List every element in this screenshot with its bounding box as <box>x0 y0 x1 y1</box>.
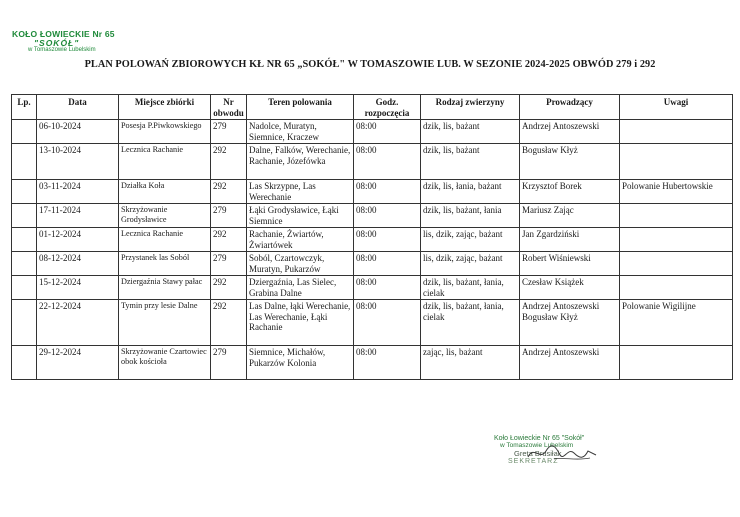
cell-lp <box>12 180 37 204</box>
table-row <box>12 276 733 300</box>
club-stamp <box>12 30 115 53</box>
cell-lp <box>12 346 37 380</box>
stamp-line-town: w Tomaszowie Lubelskim <box>28 47 96 53</box>
cell-game-type: dzik, lis, bażant, łania, cielak <box>421 300 520 346</box>
cell-hunting-area: Nadolce, Muratyn, Siemnice, Kraczew <box>247 120 354 144</box>
cell-district-no: 292 <box>211 180 247 204</box>
cell-district-no: 279 <box>211 346 247 380</box>
cell-hunting-area: Dalne, Falków, Werechanie, Rachanie, Józefówka <box>247 144 354 180</box>
table-row <box>12 180 733 204</box>
table-header-row <box>12 95 733 120</box>
cell-lp <box>12 276 37 300</box>
cell-start-time: 08:00 <box>354 346 421 380</box>
cell-lp <box>12 144 37 180</box>
stamp-line-club: KOŁO ŁOWIECKIE Nr 65 <box>12 29 115 39</box>
table-row <box>12 144 733 180</box>
signature-stamp-name: Greta Brusiłak <box>514 449 562 458</box>
cell-notes <box>620 276 733 300</box>
table-row <box>12 120 733 144</box>
signature-stamp-town: w Tomaszowie Lubelskim <box>500 442 574 449</box>
cell-game-type: zając, lis, bażant <box>421 346 520 380</box>
cell-game-type: lis, dzik, zając, bażant <box>421 252 520 276</box>
cell-district-no: 279 <box>211 252 247 276</box>
cell-date: 13-10-2024 <box>37 144 119 180</box>
cell-lp <box>12 204 37 228</box>
cell-start-time: 08:00 <box>354 180 421 204</box>
cell-meeting-place: Lecznica Rachanie <box>119 228 211 252</box>
cell-hunting-area: Siemnice, Michałów, Pukarzów Kolonia <box>247 346 354 380</box>
cell-lp <box>12 228 37 252</box>
hunt-schedule-table <box>11 94 733 380</box>
cell-leader: Jan Zgardziński <box>520 228 620 252</box>
cell-game-type: dzik, lis, bażant, łania, cielak <box>421 276 520 300</box>
cell-start-time: 08:00 <box>354 204 421 228</box>
cell-hunting-area: Soból, Czartowczyk, Muratyn, Pukarzów <box>247 252 354 276</box>
cell-date: 29-12-2024 <box>37 346 119 380</box>
cell-meeting-place: Posesja P.Piwkowskiego <box>119 120 211 144</box>
cell-start-time: 08:00 <box>354 120 421 144</box>
table-row <box>12 252 733 276</box>
cell-notes <box>620 346 733 380</box>
header-lp: Lp. <box>12 95 37 120</box>
document-title: PLAN POLOWAŃ ZBIOROWYCH KŁ NR 65 „SOKÓŁ" W TOMASZOWIE LUB. W SEZONIE 2024-2025 OBWÓD 279 i 292 <box>84 59 656 70</box>
table-row <box>12 346 733 380</box>
header-game-type: Rodzaj zwierzyny <box>421 95 520 120</box>
cell-date: 01-12-2024 <box>37 228 119 252</box>
cell-start-time: 08:00 <box>354 228 421 252</box>
cell-district-no: 292 <box>211 276 247 300</box>
cell-notes <box>620 144 733 180</box>
header-notes: Uwagi <box>620 95 733 120</box>
table-row <box>12 300 733 346</box>
cell-hunting-area: Łąki Grodysławice, Łąki Siemnice <box>247 204 354 228</box>
cell-hunting-area: Las Skrzypne, Las Werechanie <box>247 180 354 204</box>
secretary-signature-stamp <box>494 435 624 465</box>
cell-district-no: 292 <box>211 144 247 180</box>
cell-leader: Robert Wiśniewski <box>520 252 620 276</box>
cell-game-type: dzik, lis, bażant, łania <box>421 204 520 228</box>
cell-game-type: dzik, lis, bażant <box>421 144 520 180</box>
table-row <box>12 204 733 228</box>
cell-date: 17-11-2024 <box>37 204 119 228</box>
cell-meeting-place: Lecznica Rachanie <box>119 144 211 180</box>
signature-stamp-role: SEKRETARZ <box>508 458 559 465</box>
handwritten-signature-icon <box>524 441 604 465</box>
header-date: Data <box>37 95 119 120</box>
cell-date: 03-11-2024 <box>37 180 119 204</box>
cell-leader: Bogusław Kłyż <box>520 144 620 180</box>
cell-leader: Andrzej Antoszewski <box>520 120 620 144</box>
cell-date: 08-12-2024 <box>37 252 119 276</box>
header-start-time: Godz. rozpoczęcia <box>354 95 421 120</box>
header-district-no: Nr obwodu <box>211 95 247 120</box>
cell-date: 15-12-2024 <box>37 276 119 300</box>
cell-district-no: 279 <box>211 204 247 228</box>
cell-game-type: dzik, lis, bażant <box>421 120 520 144</box>
cell-start-time: 08:00 <box>354 300 421 346</box>
table-row <box>12 228 733 252</box>
cell-leader: Andrzej Antoszewski <box>520 346 620 380</box>
cell-game-type: lis, dzik, zając, bażant <box>421 228 520 252</box>
cell-start-time: 08:00 <box>354 144 421 180</box>
cell-lp <box>12 252 37 276</box>
cell-hunting-area: Rachanie, Żwiartów, Żwiartówek <box>247 228 354 252</box>
cell-notes <box>620 252 733 276</box>
cell-date: 22-12-2024 <box>37 300 119 346</box>
cell-meeting-place: Działka Koła <box>119 180 211 204</box>
cell-notes <box>620 204 733 228</box>
stamp-line-name: "SOKÓŁ" <box>34 37 80 48</box>
cell-meeting-place: Przystanek las Soból <box>119 252 211 276</box>
cell-leader: Krzysztof Borek <box>520 180 620 204</box>
cell-game-type: dzik, lis, łania, bażant <box>421 180 520 204</box>
cell-lp <box>12 300 37 346</box>
cell-leader: Czesław Książek <box>520 276 620 300</box>
cell-leader: Mariusz Zając <box>520 204 620 228</box>
cell-leader: Andrzej Antoszewski Bogusław Kłyż <box>520 300 620 346</box>
header-meeting-place: Miejsce zbiórki <box>119 95 211 120</box>
cell-district-no: 292 <box>211 300 247 346</box>
cell-meeting-place: Skrzyżowanie Grodysławice <box>119 204 211 228</box>
cell-meeting-place: Dziergaźnia Stawy pałac <box>119 276 211 300</box>
cell-start-time: 08:00 <box>354 252 421 276</box>
cell-district-no: 292 <box>211 228 247 252</box>
cell-hunting-area: Dziergaźnia, Las Sielec, Grabina Dalne <box>247 276 354 300</box>
cell-notes: Polowanie Wigilijne <box>620 300 733 346</box>
cell-notes: Polowanie Hubertowskie <box>620 180 733 204</box>
cell-hunting-area: Las Dalne, łąki Werechanie, Las Werechanie, Łąki Rachanie <box>247 300 354 346</box>
header-hunting-area: Teren polowania <box>247 95 354 120</box>
cell-lp <box>12 120 37 144</box>
cell-start-time: 08:00 <box>354 276 421 300</box>
cell-meeting-place: Tymin przy lesie Dalne <box>119 300 211 346</box>
header-leader: Prowadzący <box>520 95 620 120</box>
cell-date: 06-10-2024 <box>37 120 119 144</box>
cell-district-no: 279 <box>211 120 247 144</box>
cell-notes <box>620 120 733 144</box>
signature-stamp-club: Koło Łowieckie Nr 65 "Sokół" <box>494 435 585 442</box>
cell-meeting-place: Skrzyżowanie Czartowiec obok kościoła <box>119 346 211 380</box>
cell-notes <box>620 228 733 252</box>
